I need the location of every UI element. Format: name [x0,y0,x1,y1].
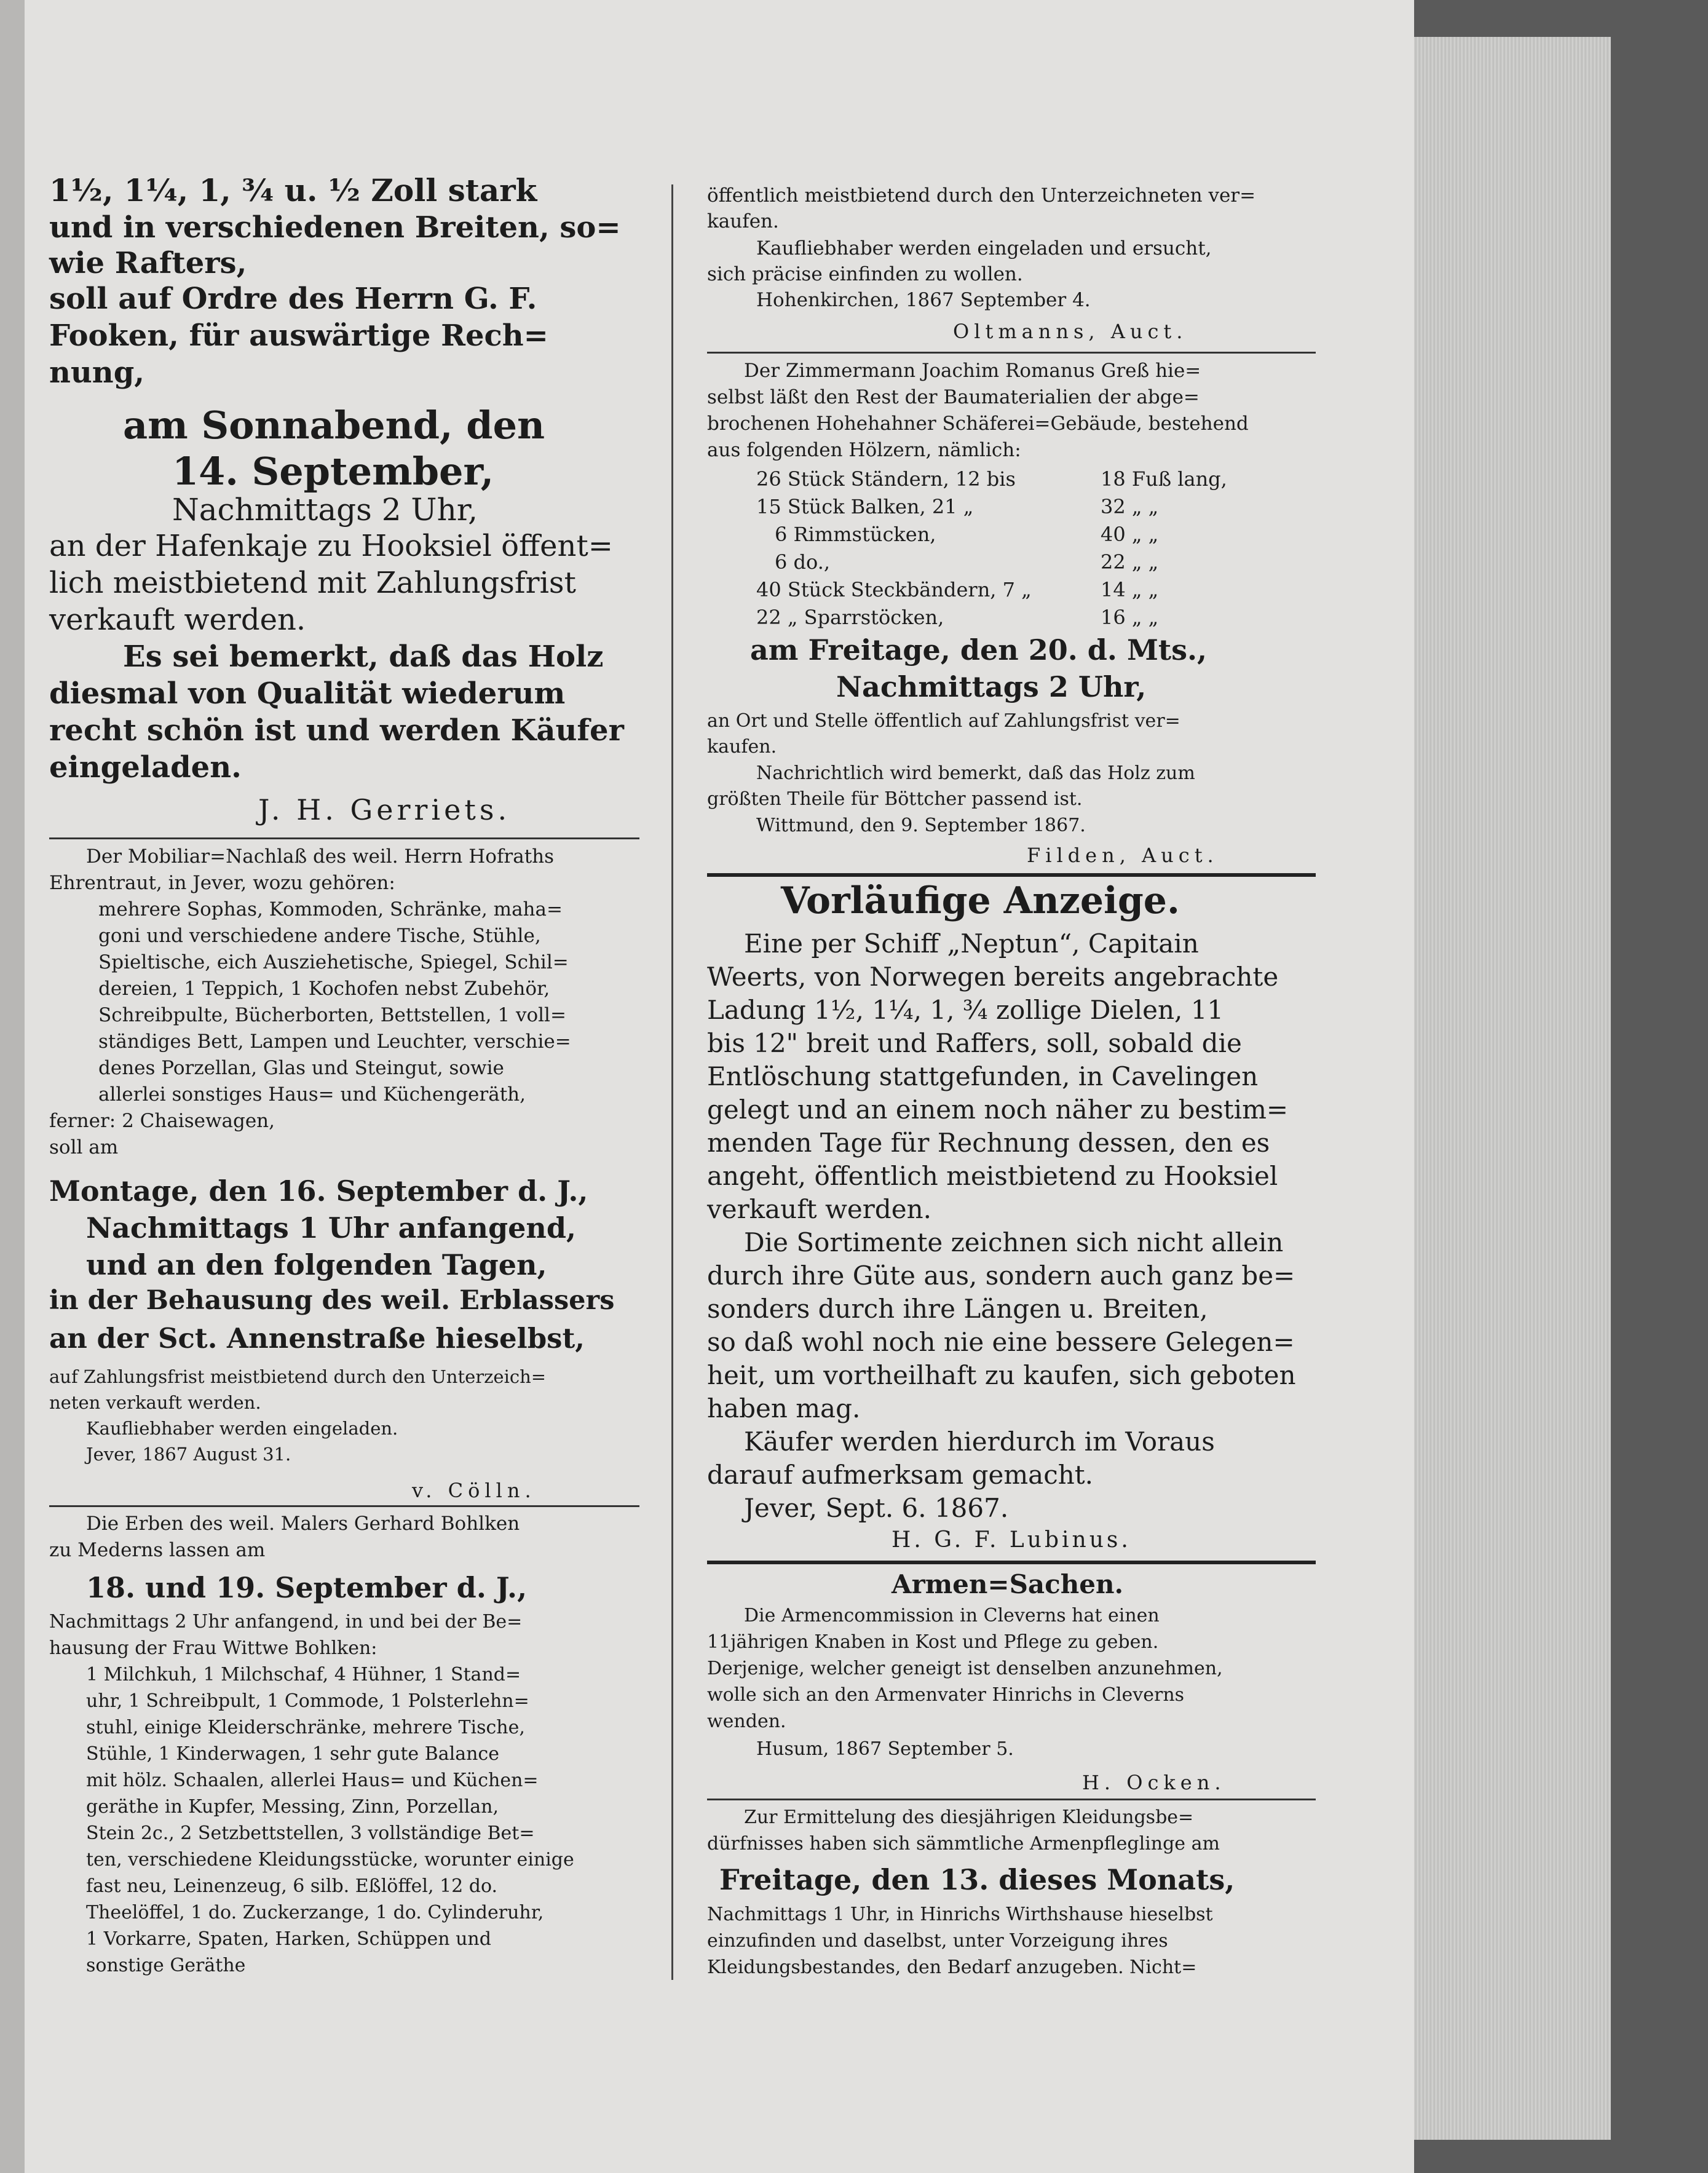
separator-rule [707,1561,1316,1564]
wood-table-cell: 18 Fuß lang, [1101,467,1227,491]
ad-line: Nachrichtlich wird bemerkt, daß das Holz zum [756,762,1195,784]
ad-line: kaufen. [707,210,779,232]
ad-line: einzufinden und daselbst, unter Vorzeigung ihres [707,1930,1168,1952]
book-page-edges [1414,37,1611,2140]
ad-line: lich meistbietend mit Zahlungsfrist [49,566,576,600]
ad-date-heading: Freitage, den 13. dieses Monats, [719,1863,1235,1896]
wood-table-cell: 6 do., [775,550,831,574]
ad-line: Spieltische, eich Ausziehetische, Spiegel, Schil= [98,951,569,973]
ad-line: Fooken, für auswärtige Rech= [49,319,548,353]
ad-line: Stein 2c., 2 Setzbettstellen, 3 vollständige Bet= [86,1823,535,1844]
ad-line: ständiges Bett, Lampen und Leuchter, verschie= [98,1031,571,1053]
ad-line: kaufen. [707,736,777,758]
wood-table-cell: 6 Rimmstücken, [775,523,936,546]
ad-line: recht schön ist und werden Käufer [49,713,624,748]
ad-date-heading: 18. und 19. September d. J., [86,1571,528,1604]
ad-date-heading: in der Behausung des weil. Erblassers [49,1285,615,1316]
ad-line: brochenen Hohehahner Schäferei=Gebäude, bestehend [707,413,1249,435]
ad-line: ferner: 2 Chaisewagen, [49,1110,275,1132]
wood-table-cell: 16 „ „ [1101,606,1159,629]
ad-line: mit hölz. Schaalen, allerlei Haus= und Küchen= [86,1770,539,1791]
ad-line: Eine per Schiff „Neptun“, Capitain [744,928,1199,959]
ad-signature: Oltmanns, Auct. [953,320,1188,343]
ad-date-heading: Nachmittags 1 Uhr anfangend, [86,1211,577,1245]
ad-date-heading: am Freitage, den 20. d. Mts., [750,633,1208,667]
ad-line: heit, um vortheilhaft zu kaufen, sich geboten [707,1360,1296,1390]
ad-line: diesmal von Qualität wiederum [49,676,566,711]
ad-line: so daß wohl noch nie eine bessere Gelegen= [707,1327,1295,1357]
ad-date-heading: 14. September, [172,449,494,494]
ad-line: zu Mederns lassen am [49,1539,266,1561]
ad-line: selbst läßt den Rest der Baumaterialien der abge= [707,386,1200,408]
ad-line: Käufer werden hierdurch im Voraus [744,1427,1215,1457]
ad-line: goni und verschiedene andere Tische, Stühle, [98,925,541,947]
ad-signature: Filden, Auct. [1027,844,1219,867]
ad-line: Theelöffel, 1 do. Zuckerzange, 1 do. Cylinderuhr, [86,1902,544,1923]
ad-line: größten Theile für Böttcher passend ist. [707,788,1083,810]
separator-rule [707,873,1316,877]
wood-table-cell: 22 „ „ [1101,550,1159,574]
ad-signature: H. Ocken. [1082,1771,1226,1794]
ad-signature: J. H. Gerriets. [258,793,511,826]
ad-line: darauf aufmerksam gemacht. [707,1460,1094,1490]
ad-line: wolle sich an den Armenvater Hinrichs in Cleverns [707,1684,1185,1706]
ad-line: Kaufliebhaber werden eingeladen. [86,1418,398,1439]
ad-line: Wittmund, den 9. September 1867. [756,815,1086,836]
ad-line: Stühle, 1 Kinderwagen, 1 sehr gute Balance [86,1743,499,1765]
ad-line: öffentlich meistbietend durch den Unterzeichneten ver= [707,184,1256,207]
ad-line: Ehrentraut, in Jever, wozu gehören: [49,872,395,894]
ad-date-heading: an der Sct. Annenstraße hieselbst, [49,1322,585,1355]
ad-line: Nachmittags 2 Uhr anfangend, in und bei der Be= [49,1611,523,1633]
ad-line: 11jährigen Knaben in Kost und Pflege zu geben. [707,1631,1159,1653]
ad-line: wie Rafters, [49,246,247,280]
ad-line: Jever, 1867 August 31. [86,1444,291,1465]
wood-table-cell: 26 Stück Ständern, 12 bis [756,467,1016,491]
ad-line: auf Zahlungsfrist meistbietend durch den Unterzeich= [49,1366,547,1387]
ad-line: 1 Milchkuh, 1 Milchschaf, 4 Hühner, 1 Stand= [86,1664,521,1685]
ad-line: durch ihre Güte aus, sondern auch ganz be= [707,1261,1295,1291]
page-gutter [0,0,25,2173]
ad-line: eingeladen. [49,750,242,785]
ad-line: Entlöschung stattgefunden, in Cavelingen [707,1061,1259,1091]
ad-line: Jever, Sept. 6. 1867. [744,1493,1009,1523]
ad-line: angeht, öffentlich meistbietend zu Hooksiel [707,1161,1278,1191]
wood-table-cell: 15 Stück Balken, 21 „ [756,495,974,518]
ad-line: sich präcise einfinden zu wollen. [707,263,1023,285]
ad-line: Der Zimmermann Joachim Romanus Greß hie= [744,360,1201,382]
ad-line: Derjenige, welcher geneigt ist denselben anzunehmen, [707,1658,1223,1679]
ad-line: Die Armencommission in Cleverns hat einen [744,1605,1160,1626]
ad-line: verkauft werden. [49,603,306,637]
ad-line: Die Sortimente zeichnen sich nicht allein [744,1227,1284,1257]
ad-line: stuhl, einige Kleiderschränke, mehrere Tische, [86,1717,525,1738]
ad-line: menden Tage für Rechnung dessen, den es [707,1128,1270,1158]
ad-line: dürfnisses haben sich sämmtliche Armenpfleglinge am [707,1833,1220,1854]
wood-table-cell: 32 „ „ [1101,495,1159,518]
wood-table-cell: 40 „ „ [1101,523,1159,546]
ad-line: Hohenkirchen, 1867 September 4. [756,289,1091,311]
ad-line: Schreibpulte, Bücherborten, Bettstellen, 1 voll= [98,1004,566,1026]
ad-line: allerlei sonstiges Haus= und Küchengeräth, [98,1083,526,1106]
ad-line: bis 12" breit und Raffers, soll, sobald die [707,1028,1242,1058]
ad-line: verkauft werden. [707,1194,931,1224]
ad-line: soll am [49,1136,119,1158]
ad-line: soll auf Ordre des Herrn G. F. [49,282,537,316]
ad-line: und in verschiedenen Breiten, so= [49,210,621,245]
ad-line: sonders durch ihre Längen u. Breiten, [707,1294,1208,1324]
ad-line: haben mag. [707,1393,861,1423]
ad-line: uhr, 1 Schreibpult, 1 Commode, 1 Polsterlehn= [86,1690,529,1712]
ad-line: geräthe in Kupfer, Messing, Zinn, Porzellan, [86,1796,499,1818]
ad-line: an Ort und Stelle öffentlich auf Zahlungsfrist ver= [707,710,1180,732]
ad-line: sonstige Geräthe [86,1955,246,1976]
ad-line: neten verkauft werden. [49,1392,261,1413]
ad-signature: v. Cölln. [412,1479,536,1502]
ad-line: Der Mobiliar=Nachlaß des weil. Herrn Hofraths [86,845,555,868]
ad-headline: Vorläufige Anzeige. [781,879,1180,922]
ad-line: ten, verschiedene Kleidungsstücke, worunter einige [86,1849,574,1870]
ad-line: Kaufliebhaber werden eingeladen und ersucht, [756,237,1212,259]
ad-line: 1½, 1¼, 1, ¾ u. ½ Zoll stark [49,172,537,208]
column-divider [671,184,673,1980]
ad-line: Ladung 1½, 1¼, 1, ¾ zollige Dielen, 11 [707,995,1224,1025]
ad-line: an der Hafenkaje zu Hooksiel öffent= [49,529,613,563]
ad-line: 1 Vorkarre, Spaten, Harken, Schüppen und [86,1928,491,1950]
ad-time: Nachmittags 2 Uhr, [836,670,1147,703]
ad-line: dereien, 1 Teppich, 1 Kochofen nebst Zubehör, [98,978,550,1000]
ad-line: mehrere Sophas, Kommoden, Schränke, maha= [98,898,563,920]
ad-line: wenden. [707,1711,786,1732]
ad-line: Zur Ermittelung des diesjährigen Kleidungsbe= [744,1807,1194,1828]
ad-line: denes Porzellan, Glas und Steingut, sowie [98,1057,504,1079]
separator-rule [49,1505,639,1507]
wood-table-cell: 22 „ Sparrstöcken, [756,606,944,629]
ad-line: hausung der Frau Wittwe Bohlken: [49,1637,378,1659]
separator-rule [49,837,639,839]
ad-date-heading: und an den folgenden Tagen, [86,1248,547,1281]
ad-line: Es sei bemerkt, daß das Holz [123,639,604,674]
separator-rule [707,352,1316,354]
ad-line: gelegt und an einem noch näher zu bestim= [707,1094,1289,1125]
ad-date-heading: am Sonnabend, den [123,403,545,448]
ad-line: Die Erben des weil. Malers Gerhard Bohlken [86,1513,520,1535]
wood-table-cell: 40 Stück Steckbändern, 7 „ [756,578,1032,601]
ad-line: Kleidungsbestandes, den Bedarf anzugeben. Nicht= [707,1957,1197,1978]
ad-headline: Armen=Sachen. [892,1569,1124,1599]
ad-date-heading: Montage, den 16. September d. J., [49,1174,588,1208]
ad-line: Nachmittags 1 Uhr, in Hinrichs Wirthshause hieselbst [707,1904,1213,1925]
ad-line: fast neu, Leinenzeug, 6 silb. Eßlöffel, 12 do. [86,1875,498,1897]
wood-table-cell: 14 „ „ [1101,578,1159,601]
ad-line: Husum, 1867 September 5. [756,1738,1014,1760]
ad-signature: H. G. F. Lubinus. [892,1527,1131,1553]
ad-line: Weerts, von Norwegen bereits angebrachte [707,962,1279,992]
separator-rule [707,1799,1316,1800]
ad-time: Nachmittags 2 Uhr, [172,492,478,528]
ad-line: nung, [49,355,144,390]
ad-line: aus folgenden Hölzern, nämlich: [707,439,1021,461]
